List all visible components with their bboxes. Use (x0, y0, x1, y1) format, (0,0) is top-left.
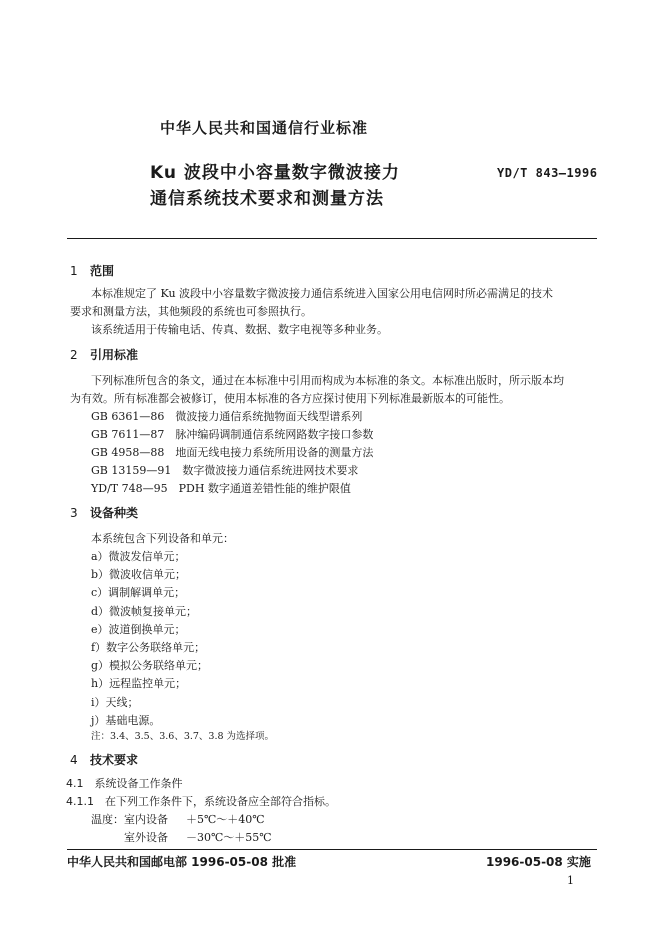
reference-item: GB 7611—87 脉冲编码调制通信系统网路数字接口参数 (91, 428, 374, 441)
list-item: c）调制解调单元； (91, 586, 186, 600)
list-item: f）数字公务联络单元； (91, 641, 206, 655)
reference-item: GB 13159—91 数字微波接力通信系统进网技术要求 (91, 464, 359, 477)
list-item: e）波道倒换单元； (91, 622, 186, 636)
header-divider (67, 238, 597, 239)
section-2-para-line2: 为有效。所有标准都会被修订，使用本标准的各方应探讨使用下列标准最新版本的可能性。 (70, 392, 510, 405)
list-item: d）微波帧复接单元； (91, 604, 198, 618)
subsection-4-1: 4.1 系统设备工作条件 (66, 777, 183, 790)
reference-list (91, 408, 373, 498)
title-line-2: 通信系统技术要求和测量方法 (150, 189, 384, 209)
standard-number: YD/T 843—1996 (497, 166, 598, 180)
section-2-heading (70, 346, 138, 363)
subsection-4-1-1: 4.1.1 在下列工作条件下，系统设备应全部符合指标。 (66, 795, 336, 808)
section-1-para2: 该系统适用于传输电话、传真、数据、数字电视等多种业务。 (91, 323, 388, 336)
temperature-indoor-row (91, 811, 265, 829)
section-4-heading (70, 751, 138, 768)
section-1-para1-line2: 要求和测量方法，其他频段的系统也可参照执行。 (70, 305, 312, 318)
list-item: a）微波发信单元； (91, 550, 186, 563)
section-3-number: 3 (70, 506, 78, 520)
section-3-note: 注：3.4、3.5、3.6、3.7、3.8 为选择项。 (91, 731, 275, 742)
document-title (150, 160, 400, 212)
section-1-heading (70, 262, 114, 279)
reference-item: YD/T 748—95 PDH 数字通道差错性能的维护限值 (91, 482, 351, 495)
list-item: b）微波收信单元； (91, 568, 187, 582)
list-item: g）模拟公务联络单元； (91, 659, 209, 673)
temperature-indoor-range: ＋5℃～＋40℃ (186, 813, 265, 826)
implementation-date: 1996-05-08 实施 (486, 855, 591, 869)
temperature-outdoor-range: －30℃～＋55℃ (186, 831, 272, 844)
temperature-outdoor-row (124, 829, 272, 847)
reference-item: GB 4958—88 地面无线电接力系统所用设备的测量方法 (91, 446, 374, 459)
temperature-indoor-label: 温度：室内设备 (91, 813, 168, 826)
section-4-title: 技术要求 (90, 753, 139, 767)
section-1-para1-line1: 本标准规定了 Ku 波段中小容量数字微波接力通信系统进入国家公用电信网时所必需满足的技术 (91, 287, 554, 300)
list-item: h）远程监控单元； (91, 677, 187, 691)
approval-line: 中华人民共和国邮电部 1996-05-08 批准 (67, 855, 297, 869)
temperature-outdoor-label: 室外设备 (124, 831, 168, 844)
section-2-title: 引用标准 (90, 348, 139, 362)
footer-divider (67, 849, 597, 850)
section-1-number: 1 (70, 264, 78, 278)
section-3-heading (70, 504, 138, 521)
title-line-1: Ku 波段中小容量数字微波接力 (150, 163, 400, 183)
section-2-number: 2 (70, 348, 78, 362)
reference-item: GB 6361—86 微波接力通信系统抛物面天线型谱系列 (91, 410, 363, 423)
section-2-para-line1: 下列标准所包含的条文，通过在本标准中引用而构成为本标准的条文。本标准出版时，所示版本均 (91, 374, 564, 387)
list-item: i）天线； (91, 695, 139, 709)
section-1-title: 范围 (90, 264, 115, 278)
issuing-organization: 中华人民共和国通信行业标准 (160, 119, 369, 137)
section-3-title: 设备种类 (90, 506, 139, 520)
section-4-number: 4 (70, 753, 78, 767)
list-item: j）基础电源。 (91, 713, 161, 727)
equipment-list (91, 548, 208, 730)
page-number: 1 (567, 874, 574, 887)
section-3-intro: 本系统包含下列设备和单元： (91, 532, 234, 545)
